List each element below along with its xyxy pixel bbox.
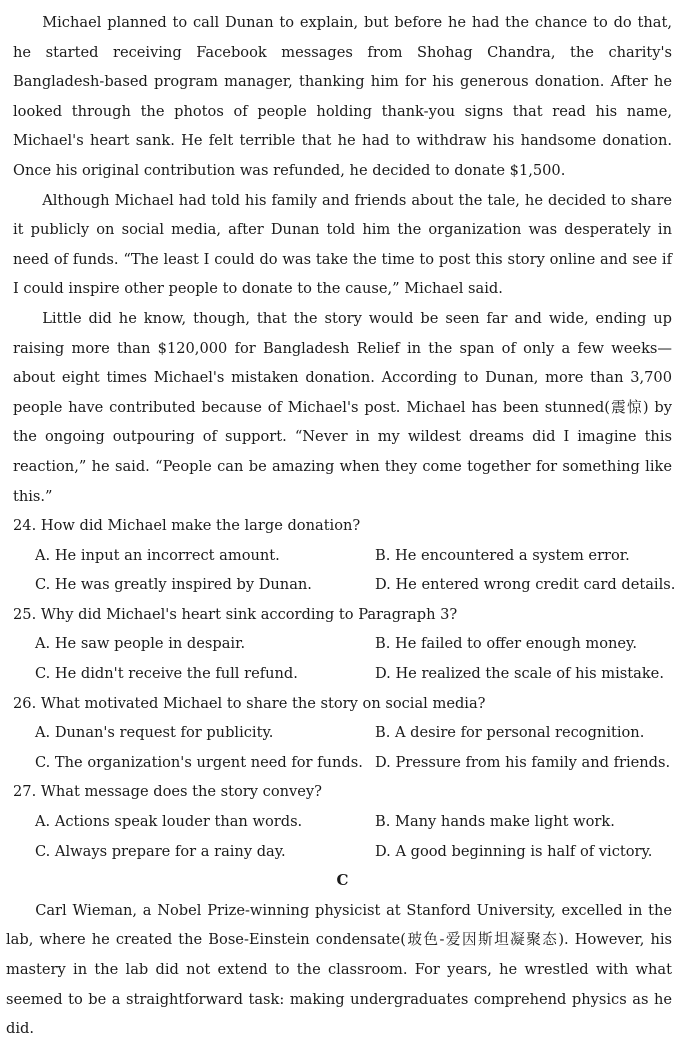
- option-b: B. Many hands make light work.: [375, 813, 615, 831]
- question-24: [13, 511, 676, 600]
- option-b: B. He encountered a system error.: [375, 546, 630, 564]
- options: [13, 541, 676, 600]
- passage-paragraph: Little did he know, though, that the story would be seen far and wide, ending up raising more than $120,000 for Bangladesh Relief in the span of only a few weeks—about eight times Michael's mistaken donation. According to Dunan, more than 3,700 people have contributed because of Michael's post. Michael has been stunned(震惊) by the ongoing outpouring of support. “Never in my wildest dreams did I imagine this reaction,” he said. “People can be amazing when they come together for something like this.”: [13, 309, 672, 505]
- option-c: C. Always prepare for a rainy day.: [35, 842, 286, 860]
- passage-paragraph: Carl Wieman, a Nobel Prize-winning physicist at Stanford University, excelled in the lab, where he created the Bose-Einstein condensate(玻色-爱因斯坦凝聚态). However, his mastery in the lab did not extend to the classroom. For years, he wrestled with what seemed to be a straightforward task: making undergraduates comprehend physics as he did.: [6, 901, 672, 1038]
- option-d: D. Pressure from his family and friends.: [375, 753, 671, 771]
- options: [13, 629, 672, 688]
- option-d: D. A good beginning is half of victory.: [375, 842, 653, 860]
- option-c: C. He was greatly inspired by Dunan.: [35, 576, 312, 594]
- option-b: B. A desire for personal recognition.: [375, 724, 645, 742]
- question-stem: 26. What motivated Michael to share the story on social media?: [13, 694, 486, 712]
- question-25: [13, 600, 672, 689]
- option-b: B. He failed to offer enough money.: [375, 635, 637, 653]
- option-c: C. The organization's urgent need for funds.: [35, 753, 363, 771]
- section-title: C: [336, 871, 349, 890]
- question-27: [13, 777, 672, 866]
- passage-paragraph: Michael planned to call Dunan to explain, but before he had the chance to do that, he started receiving Facebook messages from Shohag Chandra, the charity's Bangladesh-based program manager, thanking him for his generous donation. After he looked through the photos of people holding thank-you signs that read his name, Michael's heart sank. He felt terrible that he had to withdraw his handsome donation. Once his original contribution was refunded, he decided to donate $1,500.: [13, 14, 672, 179]
- option-d: D. He realized the scale of his mistake.: [375, 665, 664, 683]
- question-stem: 24. How did Michael make the large donation?: [13, 517, 361, 535]
- option-c: C. He didn't receive the full refund.: [35, 665, 298, 683]
- question-stem: 27. What message does the story convey?: [13, 783, 322, 801]
- passage-paragraph: Although Michael had told his family and friends about the tale, he decided to share it publicly on social media, after Dunan told him the organization was desperately in need of funds. “The least I could do was take the time to post this story online and see if I could inspire other people to donate to the cause,” Michael said.: [13, 191, 672, 298]
- option-d: D. He entered wrong credit card details.: [375, 576, 676, 594]
- option-a: A. He saw people in despair.: [35, 635, 246, 653]
- options: [13, 718, 672, 777]
- question-26: [13, 689, 672, 778]
- options: [13, 807, 672, 866]
- option-a: A. He input an incorrect amount.: [35, 546, 280, 564]
- question-stem: 25. Why did Michael's heart sink according to Paragraph 3?: [13, 605, 458, 623]
- option-a: A. Actions speak louder than words.: [35, 813, 303, 831]
- option-a: A. Dunan's request for publicity.: [35, 724, 274, 742]
